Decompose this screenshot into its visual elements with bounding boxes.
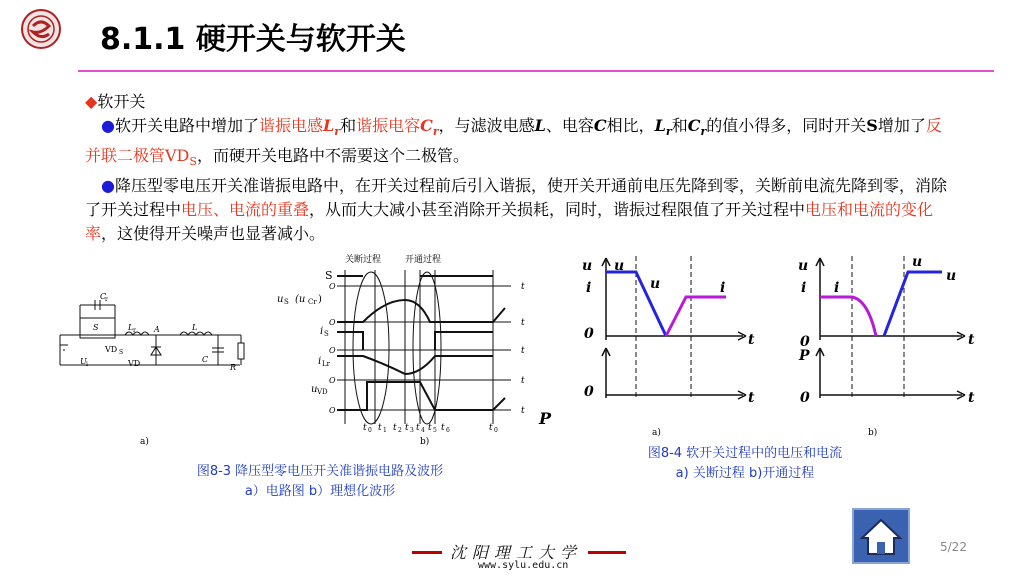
svg-text:t: t	[378, 423, 382, 433]
figure-8-3-caption: 图8-3 降压型零电压开关准谐振电路及波形 a）电路图 b）理想化波形	[196, 464, 444, 499]
slide-title: 8.1.1 硬开关与软开关	[100, 22, 406, 57]
svg-text:0: 0	[494, 427, 498, 434]
svg-text:u: u	[582, 258, 593, 274]
svg-text:S: S	[325, 269, 333, 282]
home-icon	[854, 510, 908, 562]
fig4-sub-b: b)	[868, 428, 878, 438]
svg-text:O: O	[329, 346, 336, 355]
dot-bullet-icon: ●	[101, 176, 115, 196]
svg-text:O: O	[329, 376, 336, 385]
svg-text:0: 0	[368, 427, 372, 434]
svg-text:4: 4	[421, 427, 425, 434]
voltage-trace	[884, 272, 942, 336]
svg-text:i: i	[801, 280, 807, 296]
svg-text:开通过程: 开通过程	[405, 255, 442, 265]
svg-text:i: i	[318, 356, 322, 367]
svg-text:2: 2	[398, 427, 402, 434]
svg-text:6: 6	[446, 427, 450, 434]
svg-text:O: O	[329, 406, 336, 415]
turnoff-ui-plot	[578, 250, 768, 430]
svg-text:S: S	[284, 298, 289, 306]
svg-text:t: t	[416, 423, 420, 433]
diamond-bullet-icon: ◆	[85, 92, 98, 111]
svg-text:关断过程: 关断过程	[345, 255, 382, 265]
svg-text:0: 0	[584, 384, 594, 400]
zvs-waveforms	[275, 252, 565, 437]
svg-text:t: t	[521, 376, 525, 386]
svg-text:S: S	[93, 323, 99, 332]
svg-text:t: t	[405, 423, 409, 433]
svg-text:t: t	[968, 332, 975, 348]
svg-text:P: P	[539, 409, 552, 428]
svg-text:(u: (u	[295, 294, 306, 305]
svg-text:VD: VD	[105, 345, 118, 354]
svg-text:t: t	[748, 332, 755, 348]
svg-text:u: u	[912, 254, 923, 270]
current-trace	[820, 297, 876, 336]
buck-zvs-circuit-diagram	[50, 290, 255, 390]
svg-text:Lr: Lr	[322, 360, 330, 368]
paragraph-1: ●软开关电路中增加了谐振电感$L_r$和谐振电容$C_r$，与滤波电感L、电容C相比，$L_r$和$C_r$的值小得多，同时开关S增加了反并联二极管$VD_S$，而硬开关电路中不需要这个二极管。	[85, 116, 942, 169]
svg-text:r: r	[133, 327, 136, 334]
svg-text:L: L	[192, 323, 198, 332]
svg-text:i: i	[320, 326, 324, 337]
title-divider	[78, 70, 994, 72]
svg-text:1: 1	[383, 427, 387, 434]
svg-text:VD: VD	[128, 359, 141, 368]
svg-text:R: R	[230, 363, 237, 372]
svg-text:5: 5	[433, 427, 437, 434]
paragraph-2: ●降压型零电压开关准谐振电路中，在开关过程前后引入谐振，使开关开通前电压先降到零，关断前电流先降到零，消除了开关过程中电压、电流的重叠，从而大大减小甚至消除开关损耗，同时，谐振过程限值了开关过程中电压和电流的变化率，这使得开关噪声也显著减小。	[85, 176, 947, 244]
svg-text:t: t	[521, 406, 525, 416]
svg-text:0: 0	[800, 334, 810, 350]
svg-text:t: t	[489, 423, 493, 433]
university-logo	[20, 8, 62, 50]
svg-text:U: U	[80, 357, 87, 366]
section-heading: 软开关	[97, 92, 146, 111]
heading-line	[85, 90, 955, 114]
svg-text:i: i	[720, 280, 726, 296]
svg-text:P: P	[799, 348, 810, 364]
home-button[interactable]	[852, 508, 910, 564]
turnon-ui-plot	[790, 250, 990, 430]
svg-text:C: C	[100, 292, 107, 301]
svg-text:0: 0	[800, 390, 810, 406]
svg-text:i: i	[834, 280, 840, 296]
svg-text:u: u	[614, 258, 625, 274]
figure-8-4-caption: 图8-4 软开关过程中的电压和电流 a) 关断过程 b)开通过程	[647, 446, 843, 481]
svg-text:Cr: Cr	[308, 298, 317, 306]
svg-text:t: t	[521, 318, 525, 328]
svg-text:t: t	[968, 390, 975, 406]
svg-text:r: r	[105, 296, 108, 303]
svg-text:O: O	[329, 318, 336, 327]
svg-text:t: t	[441, 423, 445, 433]
university-name: 沈阳理工大学	[450, 543, 583, 562]
svg-text:3: 3	[410, 427, 414, 434]
svg-text:S: S	[119, 349, 124, 356]
svg-text:): )	[318, 294, 322, 305]
dot-bullet-icon: ●	[101, 116, 115, 135]
svg-text:u: u	[650, 276, 661, 292]
footer-line-left	[412, 551, 442, 554]
svg-text:C: C	[202, 355, 209, 364]
slide-body	[85, 90, 955, 246]
svg-text:t: t	[521, 346, 525, 356]
fig3-sub-a: a)	[140, 437, 149, 447]
svg-text:0: 0	[584, 326, 594, 342]
fig4-sub-a: a)	[652, 428, 661, 438]
svg-text:t: t	[393, 423, 397, 433]
university-url: www.sylu.edu.cn	[478, 560, 569, 571]
footer-line-right	[588, 551, 626, 554]
svg-text:u: u	[311, 384, 318, 395]
current-trace	[666, 297, 726, 336]
svg-text:t: t	[428, 423, 432, 433]
svg-text:i: i	[586, 280, 592, 296]
svg-text:t: t	[748, 390, 755, 406]
page-number: 5/22	[940, 540, 967, 554]
svg-text:t: t	[521, 282, 525, 292]
svg-text:u: u	[946, 268, 957, 284]
svg-text:i: i	[86, 361, 88, 368]
svg-text:t: t	[363, 423, 367, 433]
svg-text:VD: VD	[317, 388, 328, 396]
fig3-sub-b: b)	[420, 437, 430, 447]
svg-text:L: L	[128, 323, 134, 332]
svg-text:u: u	[798, 258, 809, 274]
svg-text:A: A	[154, 325, 160, 334]
svg-text:O: O	[329, 282, 336, 291]
svg-text:S: S	[324, 330, 329, 338]
svg-text:u: u	[277, 294, 284, 305]
